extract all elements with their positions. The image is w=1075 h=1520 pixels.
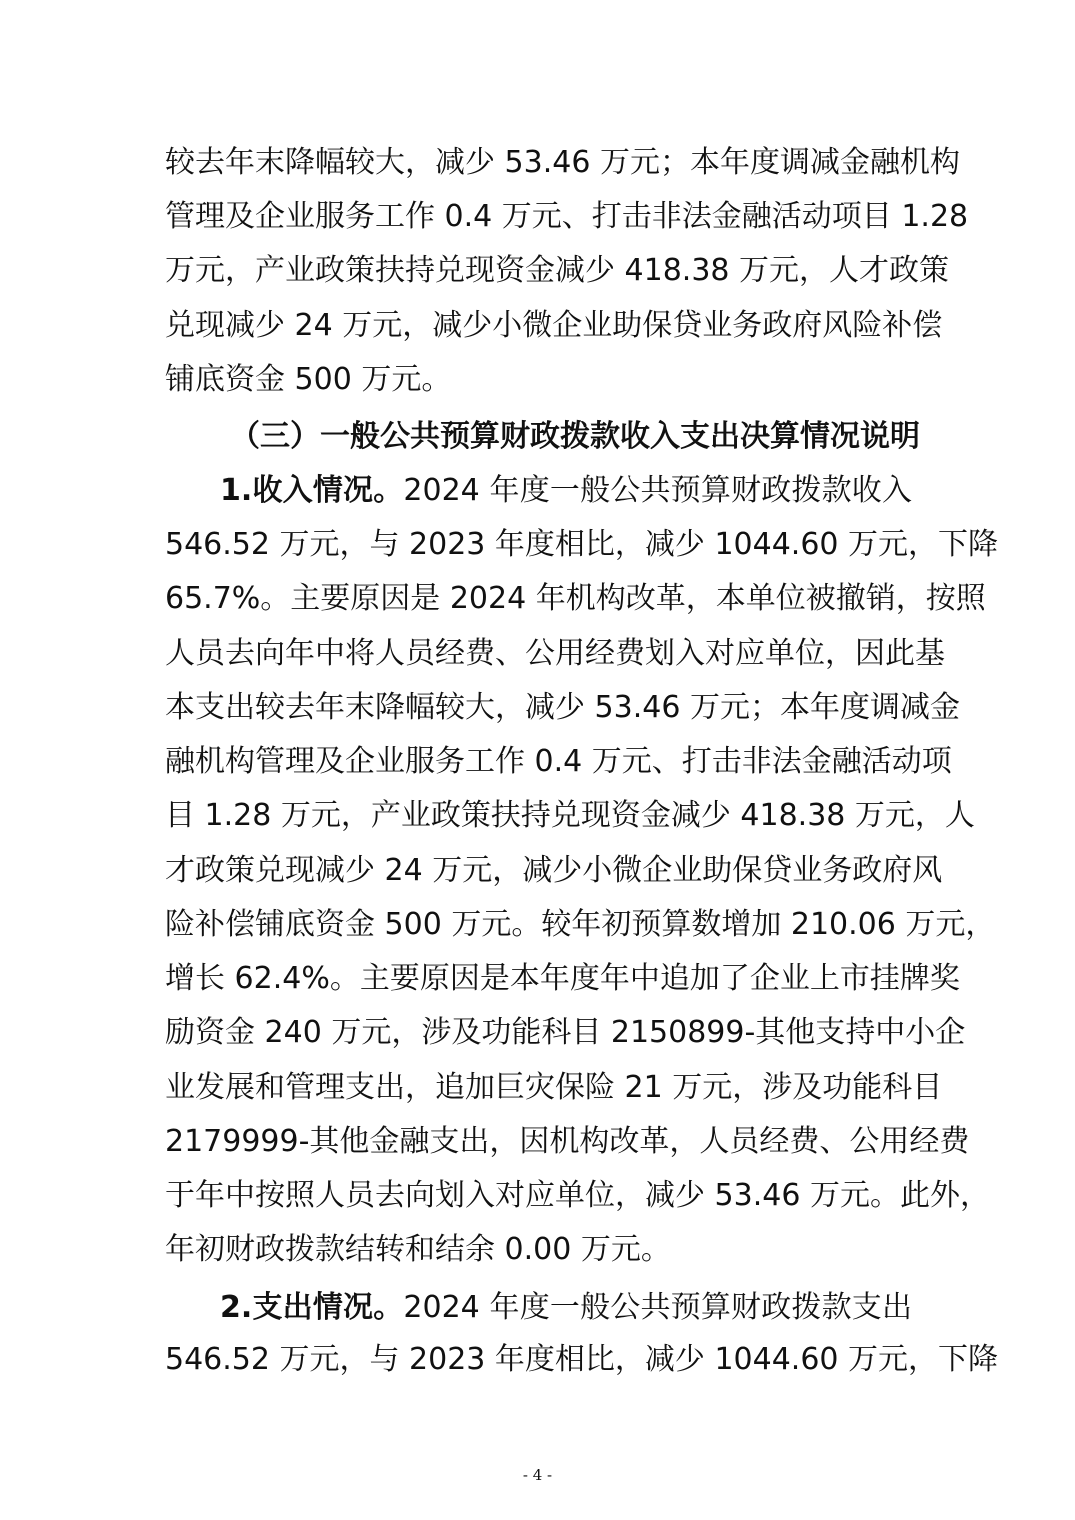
text-line: 546.52 万元，与 2023 年度相比，减少 1044.60 万元，下降 (165, 527, 999, 562)
text-line: 兑现减少 24 万元，减少小微企业助保贷业务政府风险补偿 (165, 308, 943, 343)
text-line: 险补偿铺底资金 500 万元。较年初预算数增加 210.06 万元， (165, 907, 996, 942)
text-line: 目 1.28 万元，产业政策扶持兑现资金减少 418.38 万元，人 (165, 798, 975, 833)
expense-first-line (220, 1290, 912, 1326)
text-line: 2024 年度一般公共预算财政拨款收入 (403, 473, 912, 508)
text-line: 管理及企业服务工作 0.4 万元、打击非法金融活动项目 1.28 (165, 199, 969, 234)
text-line: 年初财政拨款结转和结余 0.00 万元。 (165, 1232, 671, 1267)
text-line: 546.52 万元，与 2023 年度相比，减少 1044.60 万元，下降 (165, 1342, 999, 1377)
text-line: 65.7%。主要原因是 2024 年机构改革，本单位被撤销，按照 (165, 581, 986, 616)
page-number: - 4 - (522, 1466, 553, 1484)
section-heading: （三）一般公共预算财政拨款收入支出决算情况说明 (230, 419, 920, 454)
text-line: 融机构管理及企业服务工作 0.4 万元、打击非法金融活动项 (165, 744, 952, 779)
text-line: 人员去向年中将人员经费、公用经费划入对应单位，因此基 (165, 636, 945, 671)
text-line: 增长 62.4%。主要原因是本年度年中追加了企业上市挂牌奖 (165, 961, 960, 996)
text-line: 励资金 240 万元，涉及功能科目 2150899-其他支持中小企 (165, 1015, 966, 1050)
text-line: 较去年末降幅较大，减少 53.46 万元；本年度调减金融机构 (165, 145, 960, 180)
expense-lead: 2.支出情况。 (220, 1290, 404, 1325)
income-first-line (220, 473, 912, 509)
text-line: 2024 年度一般公共预算财政拨款支出 (403, 1290, 912, 1325)
text-line: 铺底资金 500 万元。 (165, 362, 452, 397)
text-line: 万元，产业政策扶持兑现资金减少 418.38 万元，人才政策 (165, 253, 950, 288)
text-line: 2179999-其他金融支出，因机构改革，人员经费、公用经费 (165, 1124, 970, 1159)
text-line: 才政策兑现减少 24 万元，减少小微企业助保贷业务政府风 (165, 853, 943, 888)
text-line: 本支出较去年末降幅较大，减少 53.46 万元；本年度调减金 (165, 690, 960, 725)
text-line: 业发展和管理支出，追加巨灾保险 21 万元，涉及功能科目 (165, 1070, 943, 1105)
income-lead: 1.收入情况。 (220, 473, 404, 508)
text-line: 于年中按照人员去向划入对应单位，减少 53.46 万元。此外， (165, 1178, 990, 1213)
